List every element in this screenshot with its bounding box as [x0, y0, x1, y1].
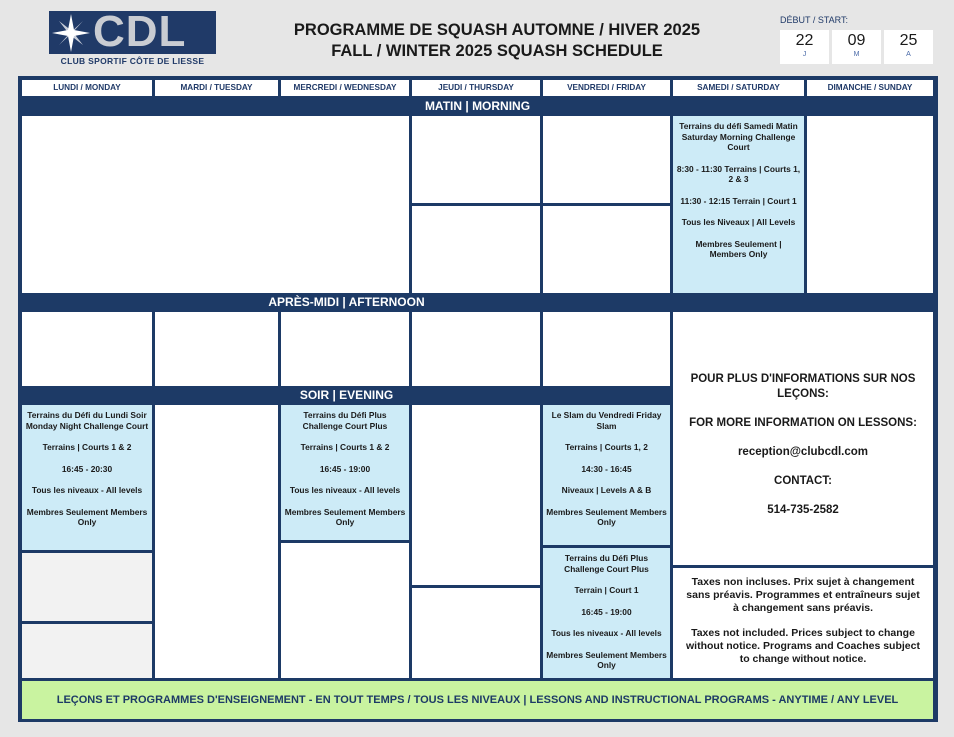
start-year-unit: A [906, 51, 911, 58]
event-wednesday-evening [281, 405, 409, 540]
start-year: 25 [899, 32, 918, 49]
info-contact-label: CONTACT: [774, 475, 832, 487]
start-month: 09 [847, 32, 866, 49]
note-en: Taxes not included. Prices subject to change without notice. Programs and Coaches subject to change without notice. [686, 627, 920, 665]
info-phone[interactable]: 514-735-2582 [767, 504, 839, 516]
evening-cell-wed-2 [281, 543, 409, 678]
event-members: Membres Seulement Members Only [284, 506, 406, 527]
lessons-info-panel [673, 312, 933, 565]
taxes-notes-panel [673, 568, 933, 678]
compass-star-icon [51, 13, 91, 53]
event-levels: Tous les niveaux - All levels [551, 628, 662, 638]
info-email[interactable]: reception@clubcdl.com [737, 446, 869, 458]
evening-cell-thu-1 [412, 405, 540, 585]
event-members: Membres Seulement Members Only [26, 506, 148, 527]
start-month-box [832, 30, 881, 64]
start-month-unit: M [853, 51, 860, 58]
logo-subtitle: CLUB SPORTIF CÔTE DE LIESSE [60, 56, 205, 66]
day-header-wednesday: MERCREDI / WEDNESDAY [281, 80, 409, 96]
afternoon-cell-tue [155, 312, 278, 386]
event-courts: Terrain | Court 1 [574, 585, 639, 595]
morning-cell-fri-2 [543, 206, 670, 293]
logo-wordmark: CDL [93, 7, 187, 56]
title-line-en: FALL / WINTER 2025 SQUASH SCHEDULE [331, 42, 663, 60]
event-friday-evening [543, 548, 670, 678]
title-line-fr: PROGRAMME DE SQUASH AUTOMNE / HIVER 2025 [293, 21, 701, 39]
morning-cell-mon-wed [22, 116, 409, 293]
event-courts: Terrains | Courts 1, 2 [565, 442, 648, 452]
info-fr: POUR PLUS D'INFORMATIONS SUR NOS LEÇONS: [690, 373, 916, 400]
morning-cell-thu-2 [412, 206, 540, 293]
event-levels: Tous les niveaux - All levels [31, 485, 143, 495]
day-header-friday: VENDREDI / FRIDAY [543, 80, 670, 96]
info-en: FOR MORE INFORMATION ON LESSONS: [689, 417, 917, 429]
event-time: 14:30 - 16:45 [581, 463, 632, 474]
event-time: 16:45 - 19:00 [319, 463, 371, 474]
event-monday-evening [22, 405, 152, 550]
event-title: Terrains du Défi Plus Challenge Court Plus [564, 553, 649, 574]
event-time: 16:45 - 20:30 [61, 463, 113, 474]
day-header-sunday: DIMANCHE / SUNDAY [807, 80, 933, 96]
lessons-footer-banner: LEÇONS ET PROGRAMMES D'ENSEIGNEMENT - EN TOUT TEMPS / TOUS LES NIVEAUX | LESSONS AND INSTRUCTIONAL PROGRAMS - ANYTIME / ANY LEVEL [22, 681, 933, 719]
band-afternoon: APRÈS-MIDI | AFTERNOON [22, 295, 671, 310]
start-day-box [780, 30, 829, 64]
event-title: Terrains du Défi du Lundi Soir Monday Night Challenge Court [25, 410, 149, 431]
event-time: 16:45 - 19:00 [581, 606, 632, 617]
event-courts: Terrains | Courts 1 & 2 [42, 442, 132, 452]
day-header-thursday: JEUDI / THURSDAY [412, 80, 540, 96]
afternoon-cell-mon [22, 312, 152, 386]
evening-cell-mon-3 [22, 624, 152, 678]
afternoon-cell-thu [412, 312, 540, 386]
event-saturday-morning [673, 116, 804, 293]
morning-cell-thu-1 [412, 116, 540, 203]
note-fr: Taxes non incluses. Prix sujet à changement sans préavis. Programmes et entraîneurs sujet à changement sans préavis. [686, 576, 920, 614]
event-time-court: 11:30 - 12:15 Terrain | Court 1 [680, 195, 797, 206]
event-members: Membres Seulement | Members Only [695, 238, 782, 259]
morning-cell-fri-1 [543, 116, 670, 203]
event-members: Membres Seulement Members Only [546, 649, 667, 670]
event-friday-slam [543, 405, 670, 545]
band-morning: MATIN | MORNING [22, 99, 933, 114]
event-levels: Niveaux | Levels A & B [561, 485, 652, 495]
start-label: DÉBUT / START: [780, 15, 849, 25]
band-evening: SOIR | EVENING [22, 388, 671, 403]
event-levels: Tous les Niveaux | All Levels [681, 217, 796, 227]
afternoon-cell-wed [281, 312, 409, 386]
event-levels: Tous les niveaux - All levels [289, 485, 401, 495]
day-header-saturday: SAMEDI / SATURDAY [673, 80, 804, 96]
event-courts: Terrains | Courts 1 & 2 [300, 442, 390, 452]
morning-cell-sun [807, 116, 933, 293]
evening-cell-thu-2 [412, 588, 540, 678]
page-title [250, 20, 744, 62]
day-header-tuesday: MARDI / TUESDAY [155, 80, 278, 96]
afternoon-cell-fri [543, 312, 670, 386]
day-header-monday: LUNDI / MONDAY [22, 80, 152, 96]
event-time-courts: 8:30 - 11:30 Terrains | Courts 1, 2 & 3 [676, 163, 801, 184]
start-day: 22 [795, 32, 814, 49]
event-title: Terrains du défi Samedi Matin Saturday Morning Challenge Court [679, 121, 798, 152]
event-title: Le Slam du Vendredi Friday Slam [551, 410, 662, 431]
start-year-box [884, 30, 933, 64]
event-members: Membres Seulement Members Only [546, 506, 667, 527]
start-day-unit: J [802, 51, 807, 58]
evening-cell-tue [155, 405, 278, 678]
event-title: Terrains du Défi Plus Challenge Court Plus [302, 410, 388, 431]
evening-cell-mon-2 [22, 553, 152, 621]
